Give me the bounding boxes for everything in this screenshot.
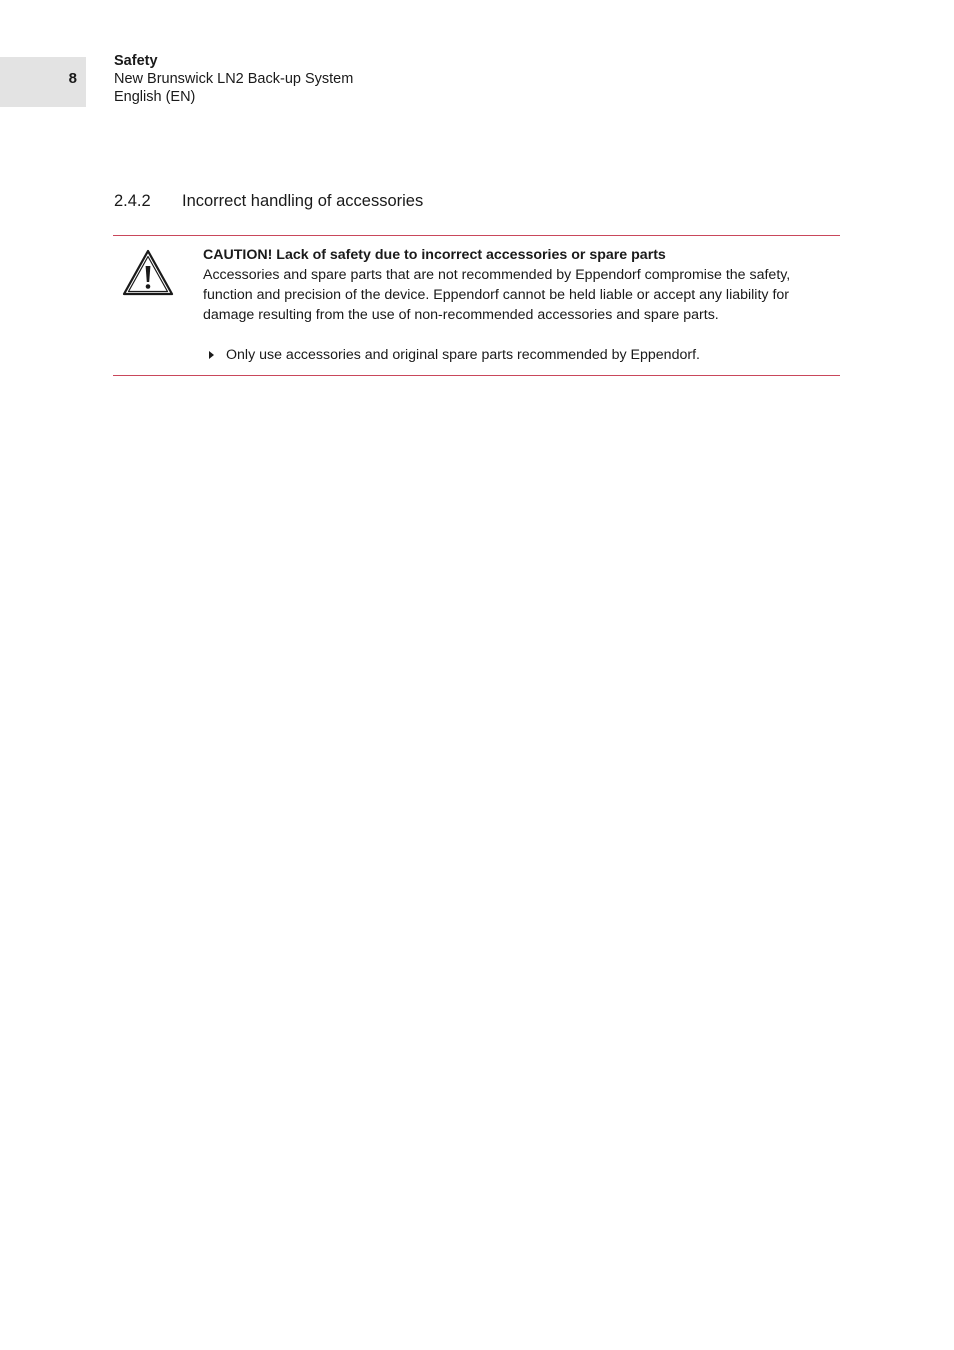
section-title: Incorrect handling of accessories <box>182 192 424 210</box>
section-number: 2.4.2 <box>114 192 151 210</box>
page-number: 8 <box>68 70 77 87</box>
caution-notice <box>113 235 840 376</box>
page-number-tab <box>0 57 86 107</box>
action-item <box>203 345 843 365</box>
running-header <box>114 52 353 106</box>
action-text: Only use accessories and original spare parts recommended by Eppendorf. <box>226 347 700 363</box>
caution-body: Accessories and spare parts that are not recommended by Eppendorf compromise the safety, function and precision of the device. Eppendorf cannot be held liable or accept any liability for damage resulting from the use of non-recommended accessories and spare parts. <box>203 267 791 323</box>
header-chapter: Safety <box>114 53 158 69</box>
warning-triangle-icon <box>122 249 174 297</box>
caution-title: CAUTION! Lack of safety due to incorrect accessories or spare parts <box>203 247 666 263</box>
header-product: New Brunswick LN2 Back-up System <box>114 71 354 87</box>
header-language: English (EN) <box>114 89 196 105</box>
action-arrow-icon <box>209 351 214 359</box>
caution-text <box>203 245 843 365</box>
section-heading <box>114 191 423 211</box>
